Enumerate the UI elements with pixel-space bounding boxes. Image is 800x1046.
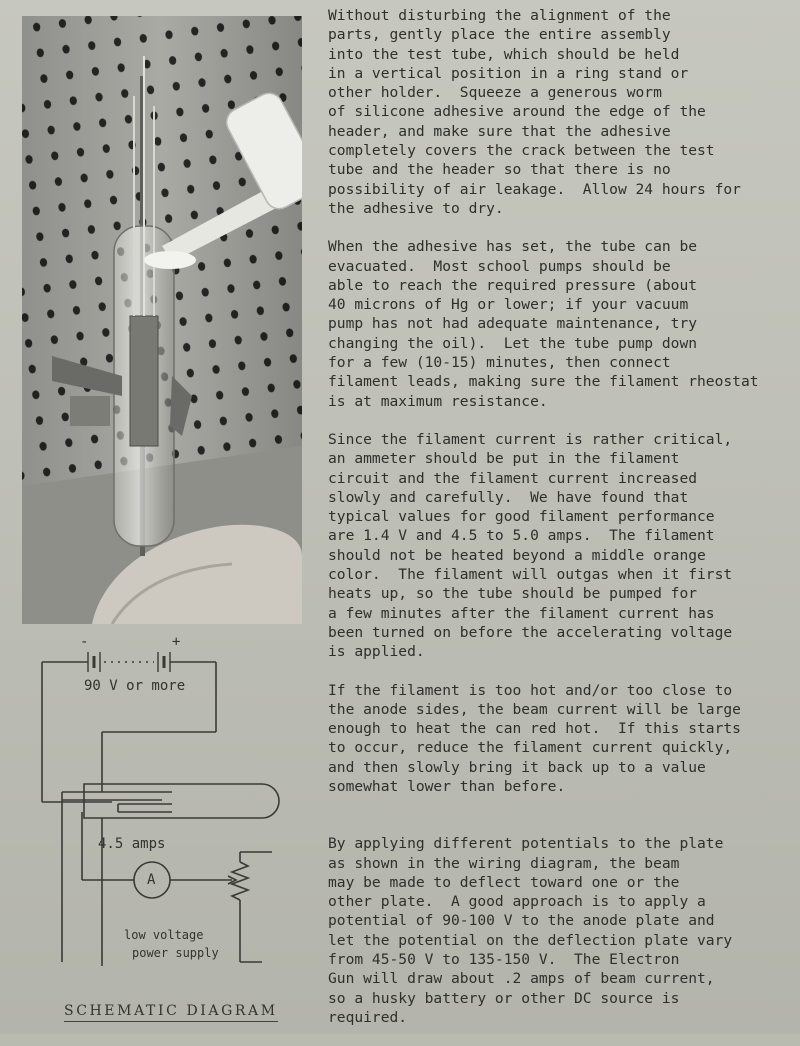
text-line: required. xyxy=(328,1008,408,1026)
ammeter-label: A xyxy=(147,872,156,888)
schematic-diagram xyxy=(22,632,322,1034)
text-line: 40 microns of Hg or lower; if your vacuum xyxy=(328,296,689,314)
text-line: the anode sides, the beam current will be large xyxy=(328,700,741,718)
text-line: circuit and the filament current increased xyxy=(328,469,698,487)
text-line: are 1.4 V and 4.5 to 5.0 amps. The filament xyxy=(328,527,715,545)
text-line: filament leads, making sure the filament rheostat xyxy=(328,373,759,391)
text-line: By applying different potentials to the plate xyxy=(328,835,724,853)
schematic-caption: SCHEMATIC DIAGRAM xyxy=(64,1003,278,1022)
assembly-photo-image xyxy=(22,16,302,624)
text-line: is at maximum resistance. xyxy=(328,392,548,410)
text-line: header, and make sure that the adhesive xyxy=(328,122,671,140)
text-line: of silicone adhesive around the edge of the xyxy=(328,103,706,121)
battery-plus-label: + xyxy=(172,634,181,650)
text-line: tube and the header so that there is no xyxy=(328,161,671,179)
text-line: enough to heat the can red hot. If this starts xyxy=(328,720,741,738)
text-line: in a vertical position in a ring stand or xyxy=(328,64,689,82)
text-line: If the filament is too hot and/or too close to xyxy=(328,681,733,699)
power-supply-label-line1: low voltage xyxy=(124,928,204,942)
text-line: pump has not had adequate maintenance, try xyxy=(328,315,698,333)
text-line: possibility of air leakage. Allow 24 hours for xyxy=(328,180,741,198)
text-line: When the adhesive has set, the tube can be xyxy=(328,238,698,256)
filament-current-label: 4.5 amps xyxy=(98,836,166,852)
text-line: been turned on before the accelerating voltage xyxy=(328,623,733,641)
text-line: so a husky battery or other DC source is xyxy=(328,989,680,1007)
text-line: as shown in the wiring diagram, the beam xyxy=(328,854,680,872)
text-line: from 45-50 V to 135-150 V. The Electron xyxy=(328,951,680,969)
text-line: and then slowly bring it back up to a value xyxy=(328,758,706,776)
text-line: Without disturbing the alignment of the xyxy=(328,7,671,24)
text-line: Gun will draw about .2 amps of beam current, xyxy=(328,970,715,988)
text-line: Since the filament current is rather critical, xyxy=(328,430,733,448)
power-supply-label-line2: power supply xyxy=(132,946,219,960)
assembly-photo xyxy=(22,16,302,624)
battery-minus-label: - xyxy=(80,634,89,650)
text-line: changing the oil). Let the tube pump down xyxy=(328,334,698,352)
text-line: a few minutes after the filament current has xyxy=(328,604,715,622)
paragraph-deflection xyxy=(328,834,788,1027)
paragraph-assembly xyxy=(328,6,788,218)
text-line: heats up, so the tube should be pumped for xyxy=(328,585,698,603)
text-line: the adhesive to dry. xyxy=(328,199,504,217)
text-line: other plate. A good approach is to apply a xyxy=(328,893,706,911)
text-line: for a few (10-15) minutes, then connect xyxy=(328,354,671,372)
text-line: completely covers the crack between the test xyxy=(328,142,715,160)
text-line: may be made to deflect toward one or the xyxy=(328,873,680,891)
text-line: other holder. Squeeze a generous worm xyxy=(328,84,662,102)
body-text xyxy=(328,6,788,1046)
text-line: is applied. xyxy=(328,643,425,661)
text-line: evacuated. Most school pumps should be xyxy=(328,257,671,275)
text-line: to occur, reduce the filament current quickly, xyxy=(328,739,733,757)
text-line: parts, gently place the entire assembly xyxy=(328,26,671,44)
battery-voltage-label: 90 V or more xyxy=(84,678,186,694)
paragraph-evacuation xyxy=(328,237,788,411)
text-line: let the potential on the deflection plate vary xyxy=(328,931,733,949)
text-line: able to reach the required pressure (about xyxy=(328,276,698,294)
text-line: should not be heated beyond a middle orange xyxy=(328,546,706,564)
text-line: potential of 90-100 V to the anode plate and xyxy=(328,912,715,930)
text-line: somewhat lower than before. xyxy=(328,777,566,795)
text-line: typical values for good filament performance xyxy=(328,508,715,526)
text-line: into the test tube, which should be held xyxy=(328,45,680,63)
paragraph-filament-current xyxy=(328,430,788,662)
text-line: color. The filament will outgas when it first xyxy=(328,566,733,584)
text-line: an ammeter should be put in the filament xyxy=(328,450,680,468)
paragraph-overheating xyxy=(328,681,788,797)
text-line: slowly and carefully. We have found that xyxy=(328,488,689,506)
